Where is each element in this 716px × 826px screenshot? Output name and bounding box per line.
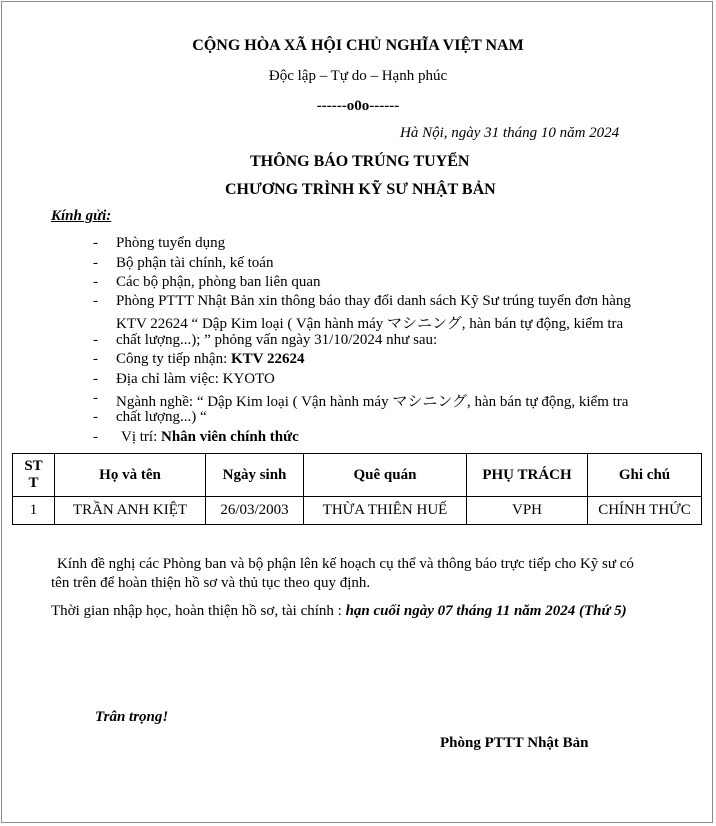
request-line: tên trên để hoàn thiện hồ sơ và thủ tục theo quy định. [51, 575, 371, 591]
company-value: KTV 22624 [231, 351, 305, 367]
notice-line: Phòng PTTT Nhật Bản xin thông báo thay đổi danh sách Kỹ Sư trúng tuyển đơn hàng [116, 293, 631, 309]
motto: Độc lập – Tự do – Hạnh phúc [268, 68, 448, 84]
column-header-hometown: Quê quán [304, 454, 467, 497]
header-divider: ------o0o------ [316, 98, 400, 114]
bullet-dash: - [93, 255, 98, 271]
closing: Trân trọng! [95, 709, 169, 725]
signature: Phòng PTTT Nhật Bản [440, 735, 589, 751]
notice-line: KTV 22624 “ Dập Kim loại ( Vận hành máy マシニング, hàn bán tự động, kiểm tra [116, 316, 624, 332]
deadline-line [51, 603, 627, 620]
notice-title: THÔNG BÁO TRÚNG TUYỂN [250, 153, 470, 170]
bullet-dash: - [93, 351, 98, 367]
column-header-note: Ghi chú [588, 454, 702, 497]
column-header-name: Họ và tên [55, 454, 206, 497]
bullet-dash: - [93, 390, 98, 406]
company-line [116, 351, 304, 368]
position-line [121, 429, 299, 446]
company-label: Công ty tiếp nhận: [116, 351, 231, 367]
candidate-table [12, 453, 702, 525]
bullet-dash: - [93, 429, 98, 445]
bullet-dash: - [93, 235, 98, 251]
position-value: Nhân viên chính thức [161, 429, 299, 445]
occupation-line: Ngành nghề: “ Dập Kim loại ( Vận hành máy マシニング, hàn bán tự động, kiểm tra [116, 394, 629, 410]
bullet-dash: - [93, 274, 98, 290]
deadline-label: Thời gian nhập học, hoàn thiện hồ sơ, tài chính : [51, 603, 346, 619]
cell-stt: 1 [13, 497, 55, 525]
cell-hometown: THỪA THIÊN HUẾ [304, 497, 467, 525]
bullet-dash: - [93, 371, 98, 387]
deadline-value: hạn cuối ngày 07 tháng 11 năm 2024 (Thứ 5) [345, 603, 627, 619]
workplace-line: Địa chỉ làm việc: KYOTO [116, 371, 275, 387]
column-header-manager: PHỤ TRÁCH [467, 454, 588, 497]
date-line: Hà Nội, ngày 31 tháng 10 năm 2024 [400, 125, 620, 141]
table-header-row [13, 454, 702, 497]
occupation-line: chất lượng...) “ [116, 409, 207, 425]
notice-line: chất lượng...); ” phỏng vấn ngày 31/10/2024 như sau: [116, 332, 438, 348]
recipient-item: Bộ phận tài chính, kế toán [116, 255, 274, 271]
cell-note: CHÍNH THỨC [588, 497, 702, 525]
cell-name: TRẦN ANH KIỆT [55, 497, 206, 525]
recipient-item: Phòng tuyển dụng [116, 235, 226, 251]
position-label: Vị trí: [121, 429, 161, 445]
nation-heading: CỘNG HÒA XÃ HỘI CHỦ NGHĨA VIỆT NAM [192, 37, 524, 54]
bullet-dash: - [93, 293, 98, 309]
recipient-item: Các bộ phận, phòng ban liên quan [116, 274, 321, 290]
bullet-dash: - [93, 332, 98, 348]
recipients-label: Kính gửi: [51, 208, 112, 224]
cell-manager: VPH [467, 497, 588, 525]
column-header-stt: ST T [13, 454, 55, 497]
program-title: CHƯƠNG TRÌNH KỸ SƯ NHẬT BẢN [225, 181, 496, 198]
request-line: Kính đề nghị các Phòng ban và bộ phận lên kế hoạch cụ thể và thông báo trực tiếp cho Kỹ sư có [57, 556, 634, 572]
bullet-dash: - [93, 409, 98, 425]
cell-dob: 26/03/2003 [206, 497, 304, 525]
table-row [13, 497, 702, 525]
column-header-dob: Ngày sinh [206, 454, 304, 497]
